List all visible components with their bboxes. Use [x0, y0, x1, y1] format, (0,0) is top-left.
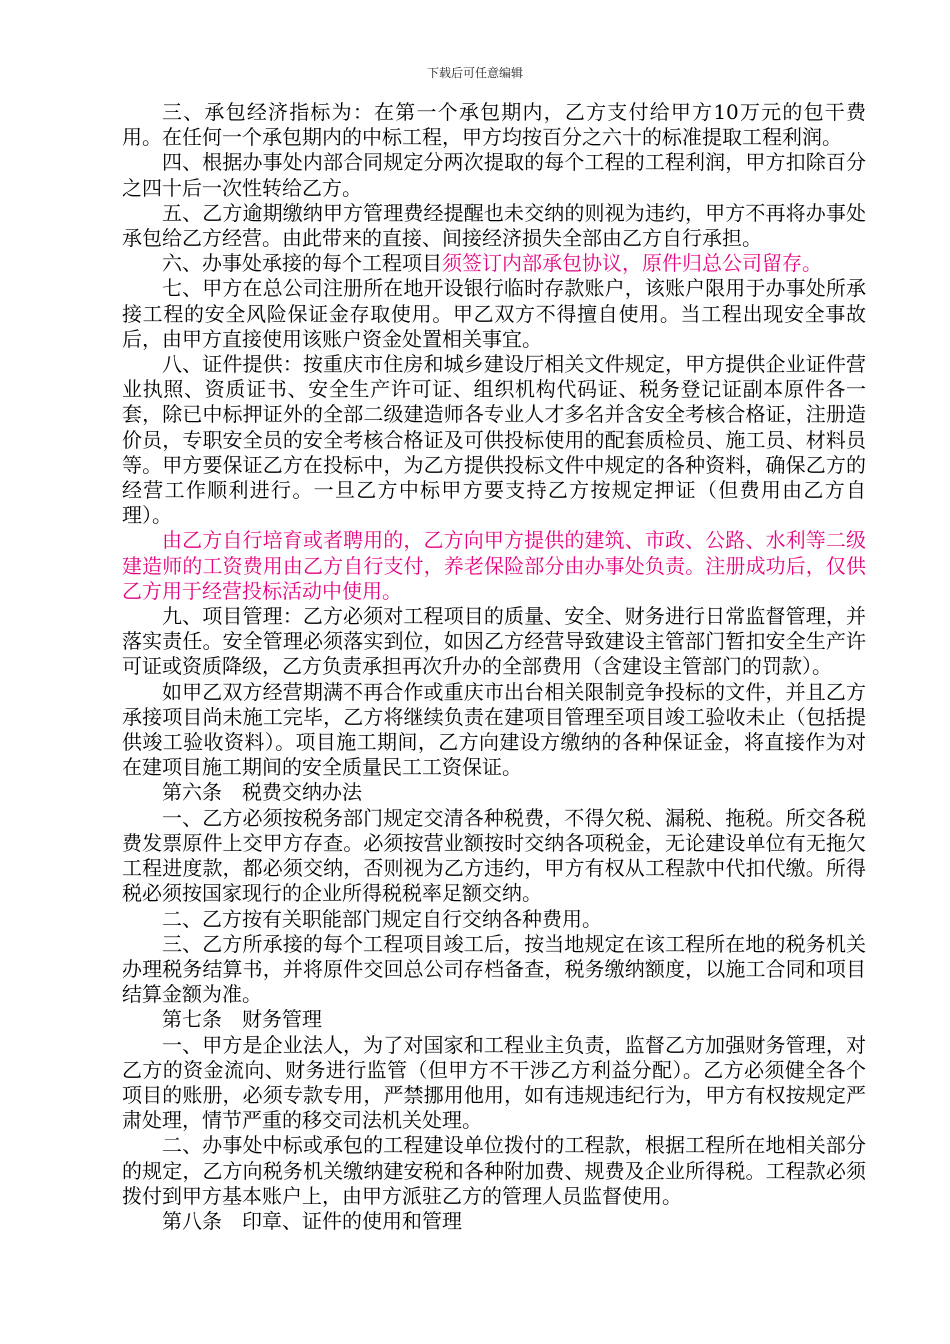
paragraph-text: 二、办事处中标或承包的工程建设单位拨付的工程款，根据工程所在地相关部分的规定，乙方向税务机关缴纳建安税和各种附加费、规费及企业所得税。工程款必须拨付到甲方基本账户上，由甲方派驻乙方的管理人员监督使用。	[122, 1133, 866, 1208]
paragraph	[122, 907, 866, 932]
paragraph	[122, 201, 866, 251]
paragraph	[122, 150, 866, 200]
page-header-note: 下载后可任意编辑	[426, 66, 523, 80]
highlighted-text: 须签订内部承包协议，原件归总公司留存。	[442, 251, 822, 276]
paragraph-text: 三、承包经济指标为：在第一个承包期内，乙方支付给甲方10万元的包干费用。在任何一个承包期内的中标工程，甲方均按百分之六十的标准提取工程利润。	[122, 100, 866, 150]
paragraph-text: 一、甲方是企业法人，为了对国家和工程业主负责，监督乙方加强财务管理，对乙方的资金流向、财务进行监管（但甲方不干涉乙方利益分配）。乙方必须健全各个项目的账册，必须专款专用，严禁挪用他用，如有违规违纪行为，甲方有权按规定严肃处理，情节严重的移交司法机关处理。	[122, 1032, 866, 1133]
paragraph	[122, 780, 866, 805]
paragraph	[122, 1033, 866, 1134]
paragraph-text: 九、项目管理：乙方必须对工程项目的质量、安全、财务进行日常监督管理，并落实责任。安全管理必须落实到位，如因乙方经营导致建设主管部门暂扣安全生产许可证或资质降级，乙方负责承担再次升办的全部费用（含建设主管部门的罚款）。	[122, 604, 866, 679]
paragraph	[122, 100, 866, 150]
paragraph-text: 第七条 财务管理	[162, 1007, 322, 1032]
paragraph-text: 六、办事处承接的每个工程项目	[162, 251, 442, 276]
paragraph-text: 如甲乙双方经营期满不再合作或重庆市出台相关限制竞争投标的文件，并且乙方承接项目尚未施工完毕，乙方将继续负责在建项目管理至项目竣工验收未止（包括提供竣工验收资料）。项目施工期间，乙方向建设方缴纳的各种保证金，将直接作为对在建项目施工期间的安全质量民工工资保证。	[122, 679, 866, 780]
paragraph	[122, 276, 866, 352]
paragraph	[122, 932, 866, 1008]
paragraph-text: 八、证件提供：按重庆市住房和城乡建设厅相关文件规定，甲方提供企业证件营业执照、资质证书、安全生产许可证、组织机构代码证、税务登记证副本原件各一套，除已中标押证外的全部二级建造师各专业人才多名并含安全考核合格证，注册造价员，专职安全员的安全考核合格证及可供投标使用的配套质检员、施工员、材料员等。甲方要保证乙方在投标中，为乙方提供投标文件中规定的各种资料，确保乙方的经营工作顺利进行。一旦乙方中标甲方要支持乙方按规定押证（但费用由乙方自理）。	[122, 352, 866, 528]
paragraph	[122, 1133, 866, 1209]
paragraph	[122, 1007, 866, 1032]
paragraph	[122, 1209, 866, 1234]
paragraph-text: 四、根据办事处内部合同规定分两次提取的每个工程的工程利润，甲方扣除百分之四十后一次性转给乙方。	[122, 150, 866, 200]
paragraph	[122, 251, 866, 276]
paragraph-text: 第八条 印章、证件的使用和管理	[162, 1208, 462, 1233]
paragraph-text: 第六条 税费交纳办法	[162, 780, 362, 805]
paragraph-text: 七、甲方在总公司注册所在地开设银行临时存款账户，该账户限用于办事处所承接工程的安全风险保证金存取使用。甲乙双方不得擅自使用。当工程出现安全事故后，由甲方直接使用该账户资金处置相关事宜。	[122, 276, 866, 351]
paragraph	[122, 806, 866, 907]
paragraph	[122, 680, 866, 781]
paragraph	[122, 352, 866, 528]
paragraph-text: 二、乙方按有关职能部门规定自行交纳各种费用。	[162, 906, 602, 931]
highlighted-text: 由乙方自行培育或者聘用的，乙方向甲方提供的建筑、市政、公路、水利等二级建造师的工资费用由乙方自行支付，养老保险部分由办事处负责。注册成功后，仅供乙方用于经营投标活动中使用。	[122, 528, 866, 603]
paragraph-text: 五、乙方逾期缴纳甲方管理费经提醒也未交纳的则视为违约，甲方不再将办事处承包给乙方经营。由此带来的直接、间接经济损失全部由乙方自行承担。	[122, 200, 866, 251]
document-body	[122, 100, 866, 1234]
paragraph-text: 三、乙方所承接的每个工程项目竣工后，按当地规定在该工程所在地的税务机关办理税务结算书，并将原件交回总公司存档备查，税务缴纳额度，以施工合同和项目结算金额为准。	[122, 931, 866, 1007]
paragraph-text: 一、乙方必须按税务部门规定交清各种税费，不得欠税、漏税、拖税。所交各税费发票原件上交甲方存查。必须按营业额按时交纳各项税金，无论建设单位有无拖欠工程进度款，都必须交纳，否则视为乙方违约，甲方有权从工程款中代扣代缴。所得税必须按国家现行的企业所得税税率足额交纳。	[122, 805, 866, 906]
paragraph	[122, 528, 866, 604]
paragraph	[122, 604, 866, 680]
